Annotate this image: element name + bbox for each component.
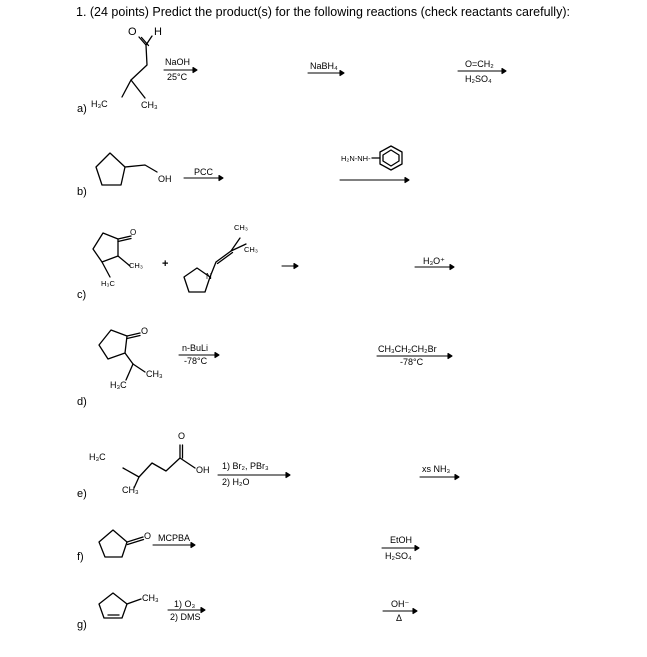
e-branch: CH₃: [122, 485, 139, 495]
structure-c-ketone: [93, 233, 131, 277]
reagent-e2-top: xs NH₃: [422, 464, 451, 474]
enamine-ch3-right: CH₃: [244, 245, 258, 254]
structure-d-ketone: [99, 330, 145, 380]
reaction-arrows: [153, 68, 506, 614]
structure-c-enamine: [184, 238, 246, 292]
reagent-a3-bottom: H₂SO₄: [465, 74, 492, 84]
reagent-g1-line2: 2) DMS: [170, 612, 201, 622]
reaction-b-label: b): [77, 186, 87, 198]
aldehyde-h: H: [154, 26, 162, 38]
reaction-g-label: g): [77, 619, 87, 631]
e-left-group: H₃C: [89, 452, 106, 462]
d-methyl2: H₃C: [110, 380, 127, 390]
plus-sign: +: [162, 258, 169, 270]
reaction-d-label: d): [77, 396, 87, 408]
reagent-b2-top: H₂N-NH-: [341, 154, 371, 163]
reagent-b1-top: PCC: [194, 167, 214, 177]
structure-f-ketone: [99, 530, 144, 557]
methyl-left: H₃C: [91, 99, 108, 109]
d-carbonyl-o: O: [141, 326, 149, 336]
reagent-e1-line1: 1) Br₂, PBr₃: [222, 461, 269, 471]
c-methyl: CH₃: [129, 261, 143, 270]
structure-e-acid: [123, 445, 195, 488]
reaction-c-label: c): [77, 289, 87, 301]
methyl-right: CH₃: [141, 100, 158, 110]
reagent-g1-line1: 1) O₃: [174, 599, 196, 609]
benzene-ring: [372, 146, 402, 170]
enamine-n: N: [206, 272, 212, 281]
reagent-g2-bottom: Δ: [396, 613, 403, 623]
reagent-a3-top: O=CH₂: [465, 59, 494, 69]
enamine-ch3-top: CH₃: [234, 223, 248, 232]
reagent-d2-bottom: -78°C: [400, 357, 424, 367]
hydroxyl-group: OH: [158, 174, 172, 184]
c-carbonyl-o: O: [130, 228, 137, 237]
aldehyde-o: O: [128, 26, 137, 38]
reagent-c2-top: H₃O⁺: [423, 256, 445, 266]
e-carbonyl-o: O: [178, 431, 186, 441]
e-hydroxyl: OH: [196, 465, 210, 475]
structure-a-aldehyde: [122, 36, 152, 98]
reagent-f2-top: EtOH: [390, 535, 413, 545]
reaction-f-label: f): [77, 551, 84, 563]
reaction-a-label: a): [77, 103, 87, 115]
reagent-f2-bottom: H₂SO₄: [385, 551, 412, 561]
reaction-e-label: e): [77, 488, 87, 500]
g-methyl: CH₃: [142, 593, 159, 603]
reagent-f1-top: MCPBA: [158, 533, 191, 543]
reagent-e1-line2: 2) H₂O: [222, 477, 250, 487]
reagent-a1-bottom: 25°C: [167, 72, 188, 82]
c-methyl2: H₃C: [101, 279, 115, 288]
reagent-d1-top: n-BuLi: [182, 343, 209, 353]
structure-g-alkene: [99, 593, 141, 618]
f-carbonyl-o: O: [144, 531, 152, 541]
reagent-a1-top: NaOH: [165, 57, 191, 67]
reagent-d1-bottom: -78°C: [184, 356, 208, 366]
reagent-g2-top: OH⁻: [391, 599, 410, 609]
reagent-a2-top: NaBH₄: [310, 61, 338, 71]
structure-b-cyclopentylethanol: [96, 153, 157, 185]
question-title: 1. (24 points) Predict the product(s) for the following reactions (check reactants carefully):: [76, 5, 570, 19]
reagent-d2-top: CH₃CH₂CH₂Br: [378, 344, 437, 354]
d-methyl: CH₃: [146, 369, 163, 379]
